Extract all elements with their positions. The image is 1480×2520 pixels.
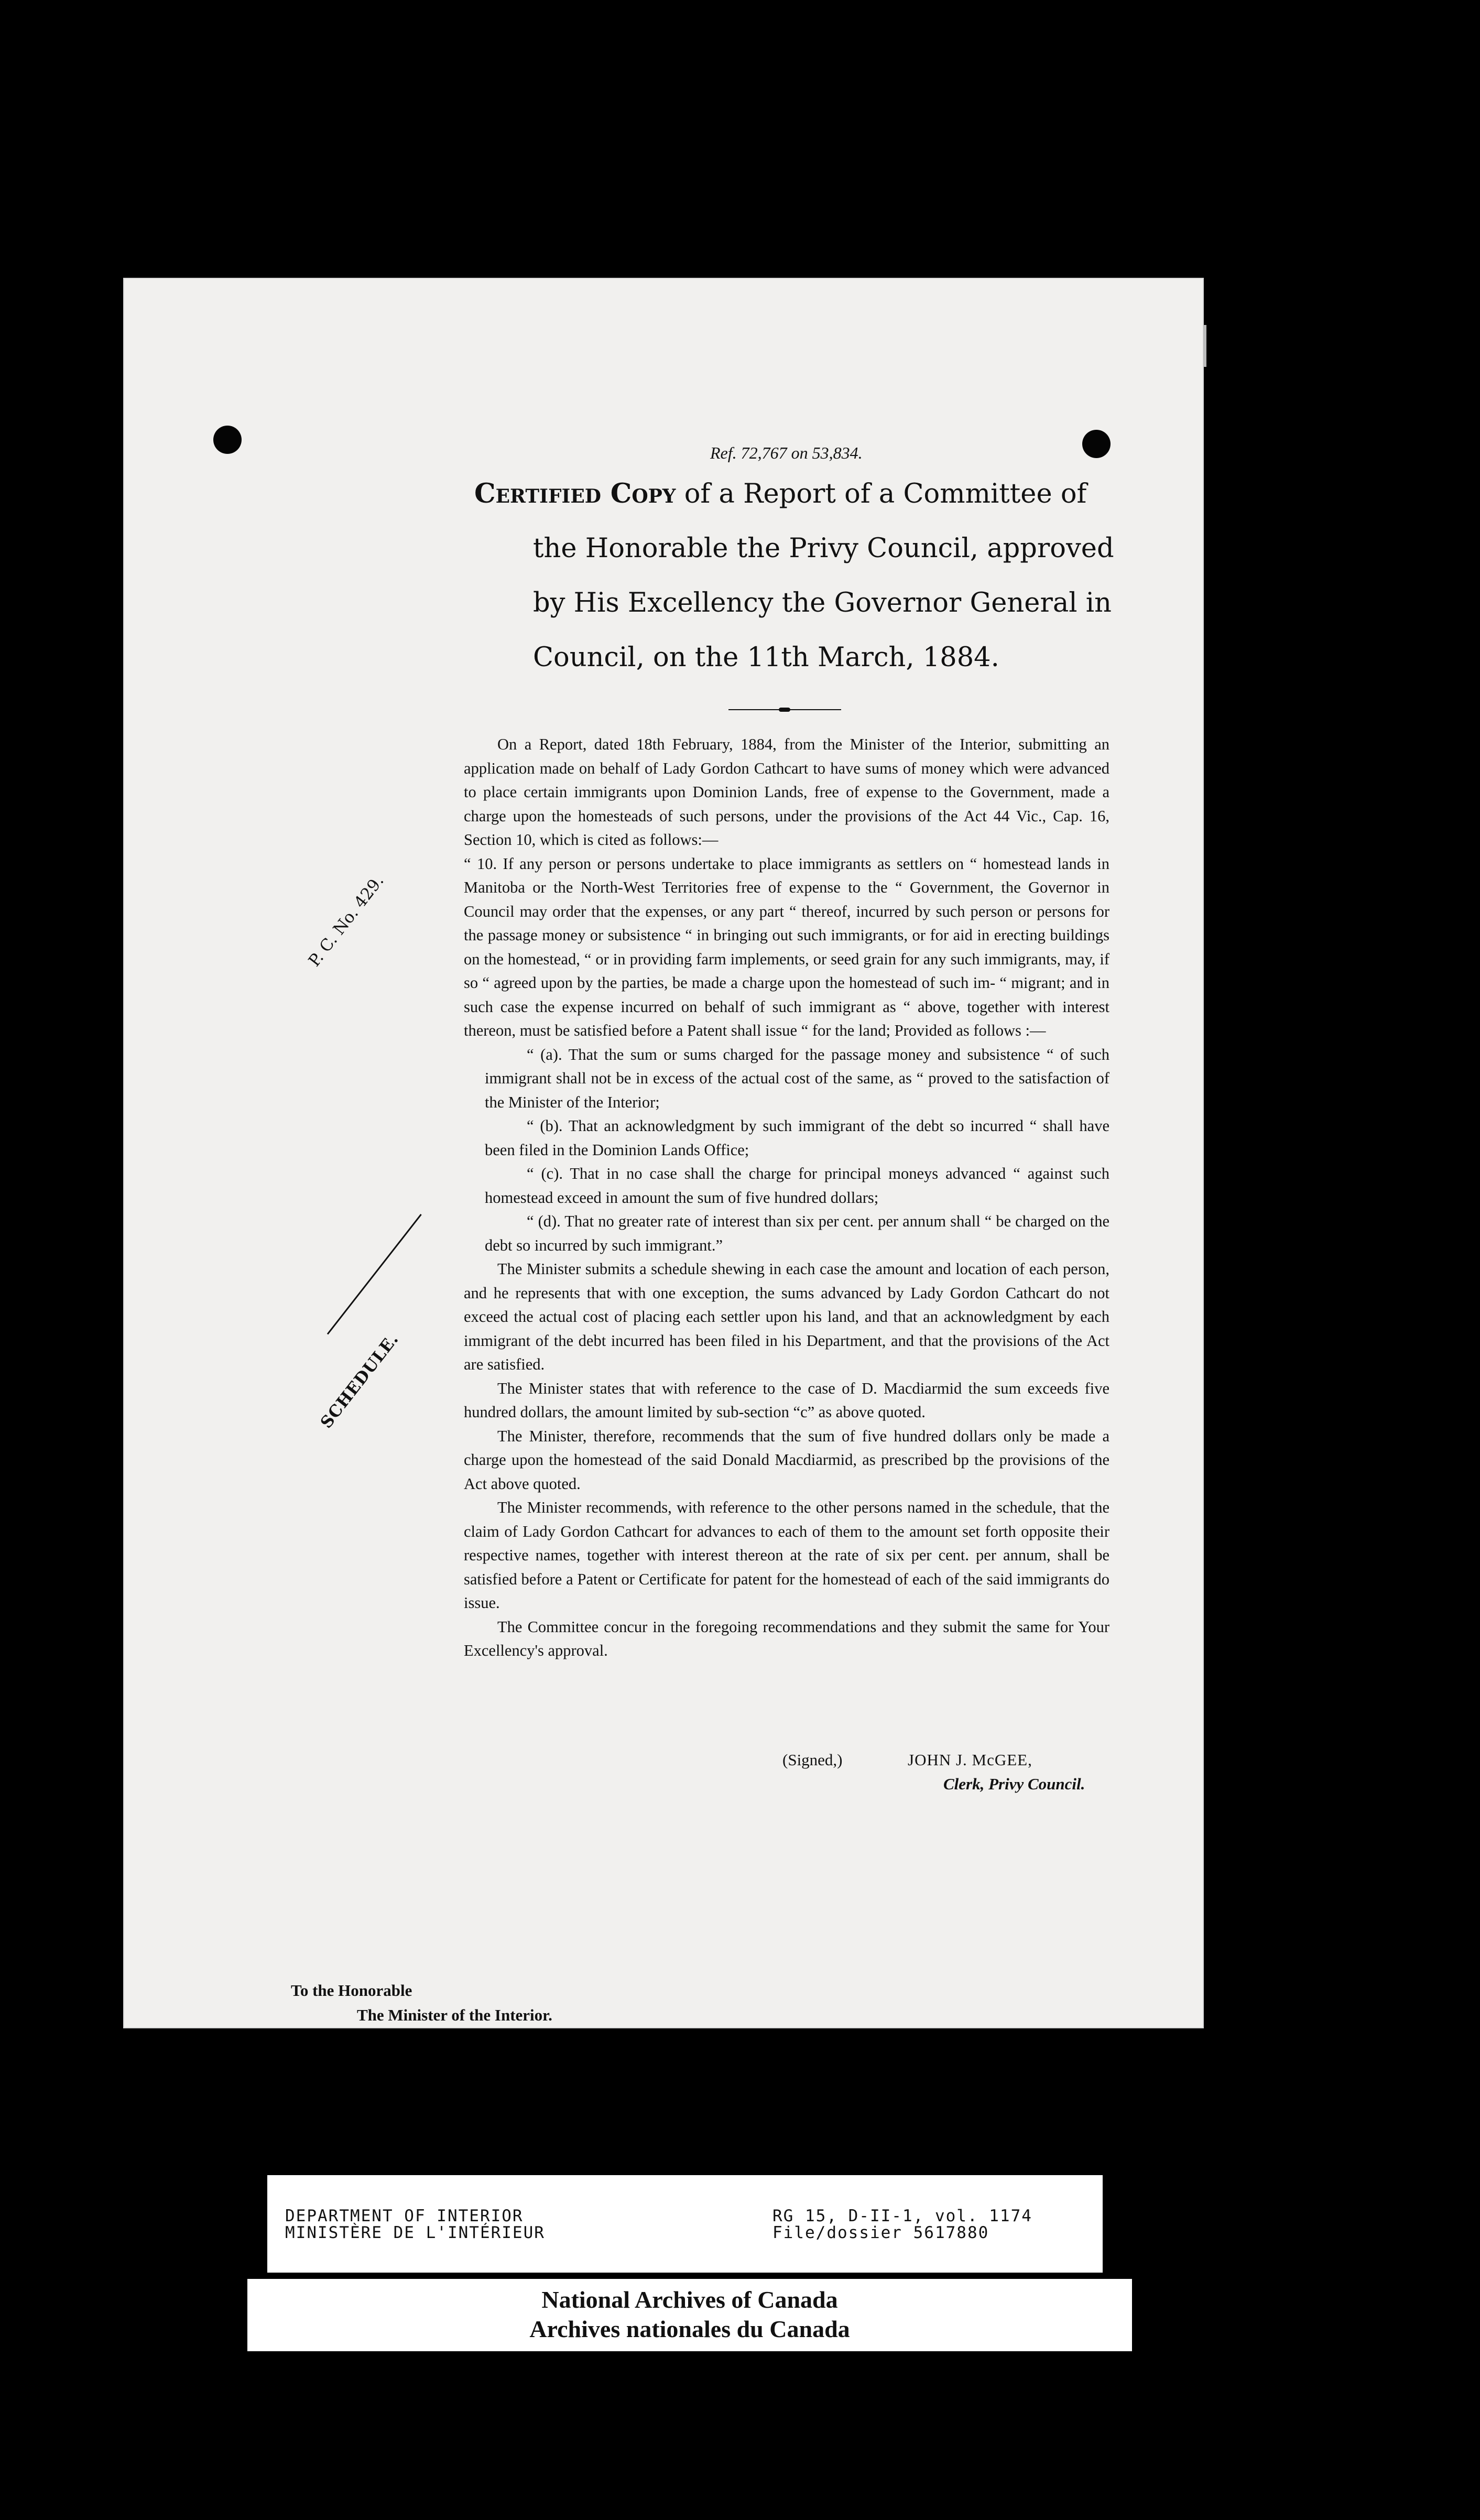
title-line-3: by His Excellency the Governor General in bbox=[533, 588, 1112, 618]
department-en: DEPARTMENT OF INTERIOR bbox=[285, 2207, 524, 2225]
paragraph-intro: On a Report, dated 18th February, 1884, from the Minister of the Interior, submitting an application made on behalf of Lady Gordon Cathcart to have sums of money which were advanced to place certain immigrants upon Dominion Lands, free of expense to the Government, made a charge upon the homesteads of such persons, under the provisions of the Act 44 Vic., Cap. 16, Section 10, which is cited as follows:— bbox=[464, 735, 1109, 849]
report-body bbox=[464, 733, 1109, 1663]
paragraph-macdiarmid: The Minister states that with reference to the case of D. Macdiarmid the sum exceeds five hundred dollars, the amount limited by sub-section “c” as above quoted. bbox=[464, 1379, 1109, 1421]
reference-number: Ref. 72,767 on 53,834. bbox=[710, 443, 863, 462]
file-number: File/dossier 5617880 bbox=[772, 2223, 989, 2242]
record-group-label bbox=[772, 2208, 1032, 2241]
address-line-2: The Minister of the Interior. bbox=[357, 2006, 552, 2024]
document-page bbox=[123, 278, 1204, 2028]
paragraph-recommendation: The Minister, therefore, recommends that the sum of five hundred dollars only be made a charge upon the homestead of the said Donald Macdiarmid, as prescribed bp the provisions of the Act above quoted. bbox=[464, 1427, 1109, 1493]
paragraph-clause-c: “ (c). That in no case shall the charge for principal moneys advanced “ against such homestead exceed in amount the sum of five hundred dollars; bbox=[485, 1165, 1109, 1207]
paragraph-section-10: “ 10. If any person or persons undertake to place immigrants as settlers on “ homestead lands in Manitoba or the North-West Territories free of expense to the “ Government, the Governor in Council may order that the expenses, or any part “ thereof, incurred by such person or persons for the passage money or subsistence “ in bringing out such immigrants, or for aid in erecting buildings on the homestead, “ or in providing farm implements, or seed grain for any such immigrants, may, if so “ agreed upon by the parties, be made a charge upon the homestead of such im- “ migrant; and in such case the expense incurred on behalf of such immigrant as “ above, together with interest thereon, must be satisfied before a Patent shall issue “ for the land; Provided as follows :— bbox=[464, 854, 1109, 1039]
paragraph-clause-b: “ (b). That an acknowledgment by such immigrant of the debt so incurred “ shall have been filed in the Dominion Lands Office; bbox=[485, 1117, 1109, 1159]
punch-hole-right bbox=[1082, 430, 1111, 458]
paragraph-concurrence: The Committee concur in the foregoing recommendations and they submit the same for Your Excellency's approval. bbox=[464, 1617, 1109, 1659]
department-label bbox=[285, 2208, 545, 2241]
page-edge-mark bbox=[1203, 325, 1206, 367]
paragraph-other-persons: The Minister recommends, with reference to the other persons named in the schedule, that the claim of Lady Gordon Cathcart for advances to each of them to the amount set forth opposite their respective names, together with interest thereon at the rate of six per cent. per annum, shall be satisfied before a Patent or Certificate for patent for the homestead of each of the said immigrants do issue. bbox=[464, 1498, 1109, 1612]
title-line-4: Council, on the 11th March, 1884. bbox=[533, 642, 999, 673]
title-line-2: the Honorable the Privy Council, approved bbox=[533, 533, 1114, 564]
document-title bbox=[474, 466, 1234, 685]
punch-hole-left bbox=[213, 426, 242, 454]
paragraph-schedule: The Minister submits a schedule shewing in each case the amount and location of each person, and he represents that with one exception, the sums advanced by Lady Gordon Cathcart do not exceed the actual cost of placing each settler upon his land, and that an acknowledgment by each immigrant of the debt incurred has been filed in his Department, and that the provisions of the Act are satisfied. bbox=[464, 1260, 1109, 1373]
archives-banner bbox=[247, 2279, 1132, 2351]
title-ornament-rule bbox=[728, 708, 841, 712]
archive-reference-stamp bbox=[267, 2175, 1103, 2273]
schedule-note: SCHEDULE. bbox=[317, 1330, 402, 1432]
archives-banner-fr: Archives nationales du Canada bbox=[529, 2316, 850, 2342]
paragraph-clause-d: “ (d). That no greater rate of interest than six per cent. per annum shall “ be charged on the debt so incurred by such immigrant.” bbox=[485, 1212, 1109, 1254]
pc-number-note: P. C. No. 429. bbox=[304, 871, 388, 970]
record-group: RG 15, D-II-1, vol. 1174 bbox=[772, 2207, 1032, 2225]
signatory-title: Clerk, Privy Council. bbox=[943, 1775, 1085, 1793]
address-line-1: To the Honorable bbox=[291, 1981, 412, 2000]
signed-label: (Signed,) bbox=[782, 1751, 843, 1769]
schedule-underline bbox=[327, 1214, 422, 1334]
department-fr: MINISTÈRE DE L'INTÉRIEUR bbox=[285, 2223, 545, 2242]
archives-banner-en: National Archives of Canada bbox=[541, 2286, 838, 2313]
title-line-1: Certified Copy of a Report of a Committee of bbox=[474, 478, 1087, 509]
paragraph-clause-a: “ (a). That the sum or sums charged for the passage money and subsistence “ of such immigrant shall not be in excess of the actual cost of the same, as “ proved to the satisfaction of the Minister of the Interior; bbox=[485, 1045, 1109, 1111]
signatory-name: JOHN J. McGEE, bbox=[908, 1751, 1032, 1769]
